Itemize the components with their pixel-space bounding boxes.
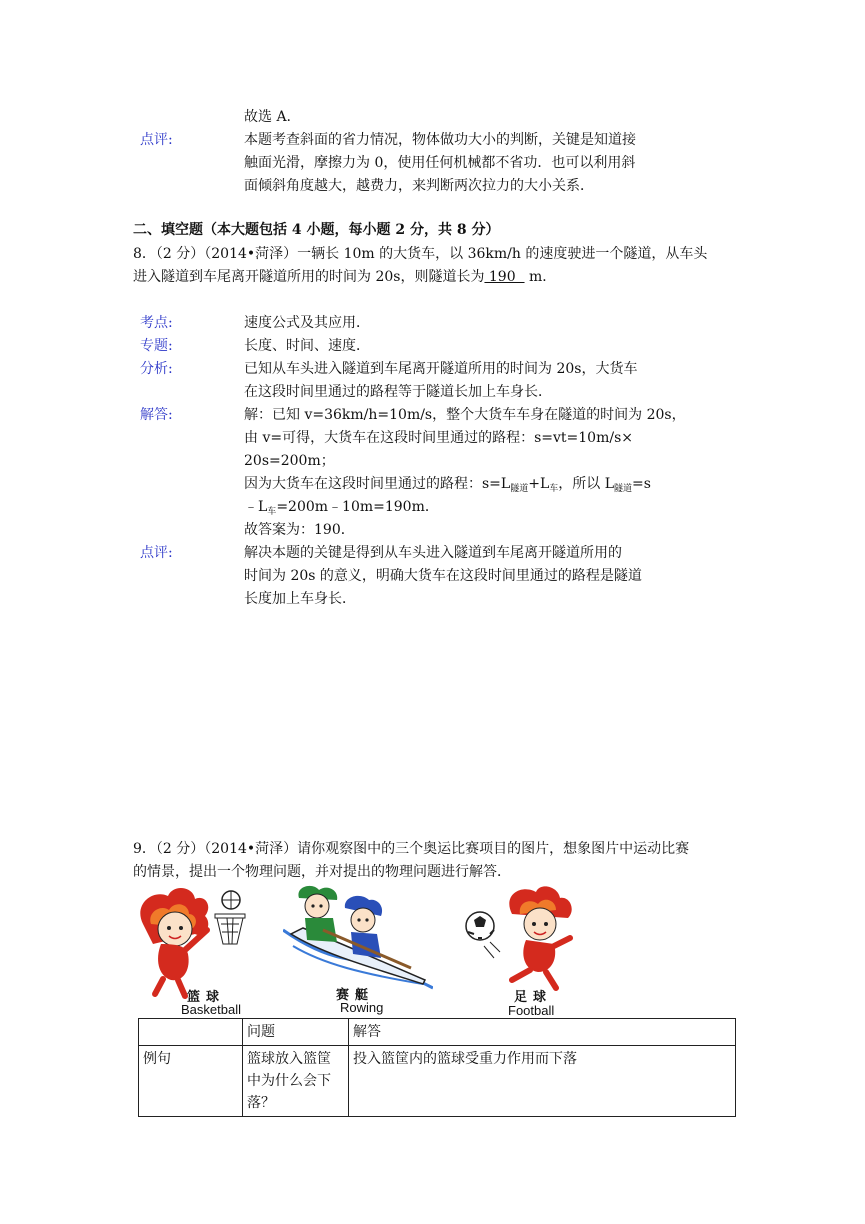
picture-caption-en: Rowing (340, 1000, 384, 1015)
subscript: 车 (549, 484, 559, 494)
football-icon (460, 884, 580, 994)
rowing-icon (283, 884, 433, 992)
jieda-text: 因为大货车在这段时间里通过的路程：s=L (244, 476, 511, 492)
dianping-line: 时间为 20s 的意义，明确大货车在这段时间里通过的路程是隧道 (244, 568, 642, 584)
q9-stem-line1: 9．（2 分）（2014•菏泽）请你观察图中的三个奥运比赛项目的图片，想象图片中运动比赛 (133, 841, 690, 857)
fenxi-label: 分析: (140, 361, 173, 377)
q8-stem-line2 (133, 266, 556, 289)
jieda-line (244, 496, 439, 521)
jieda-text: =200m﹣10m=190m． (276, 499, 439, 515)
q8-answer-blank: 190 (484, 269, 525, 285)
kaodian-text: 速度公式及其应用． (244, 315, 370, 331)
zhuanti-text: 长度、时间、速度． (244, 338, 370, 354)
picture-caption-en: Football (508, 1003, 555, 1018)
q7-comment-label: 点评: (140, 132, 173, 148)
table-row-answer: 投入篮筐内的篮球受重力作用而下落 (349, 1046, 736, 1117)
answer-table (138, 1018, 736, 1117)
dianping-line: 长度加上车身长． (244, 591, 356, 607)
jieda-line: 由 v=可得，大货车在这段时间里通过的路程：s=vt=10m/s× (244, 430, 633, 446)
picture-caption-cn: 赛艇 (336, 988, 375, 1003)
table-row-question: 篮球放入篮筐中为什么会下落？ (243, 1046, 349, 1117)
table-header: 问题 (243, 1019, 349, 1046)
table-header-row (139, 1019, 736, 1046)
dianping-label: 点评: (140, 545, 173, 561)
dianping-line: 解决本题的关键是得到从车头进入隧道到车尾离开隧道所用的 (244, 545, 622, 561)
jieda-line (244, 473, 651, 498)
jieda-text: ，所以 L (558, 476, 615, 492)
kaodian-label: 考点: (140, 315, 173, 331)
jieda-text: +L (528, 476, 550, 492)
q8-stem-unit: m． (524, 269, 557, 285)
picture-caption-cn: 篮球 (187, 990, 226, 1005)
fenxi-line: 已知从车头进入隧道到车尾离开隧道所用的时间为 20s，大货车 (244, 361, 638, 377)
zhuanti-label: 专题: (140, 338, 173, 354)
q9-stem-line2: 的情景，提出一个物理问题，并对提出的物理问题进行解答． (133, 864, 511, 880)
jieda-text: ﹣L (244, 499, 268, 515)
q8-stem-line1: 8．（2 分）（2014•菏泽）一辆长 10m 的大货车，以 36km/h 的速度驶进一个隧道，从车头 (133, 246, 708, 262)
fenxi-line: 在这段时间里通过的路程等于隧道长加上车身长． (244, 384, 552, 400)
section-heading: 二、填空题（本大题包括 4 小题，每小题 2 分，共 8 分） (133, 222, 500, 238)
picture-caption-cn: 足球 (514, 990, 553, 1005)
jieda-line: 20s=200m； (244, 453, 335, 469)
q7-conclusion: 故选 A. (244, 109, 292, 125)
q7-comment-line: 面倾斜角度越大，越费力，来判断两次拉力的大小关系． (244, 178, 594, 194)
table-header: 解答 (349, 1019, 736, 1046)
jieda-line: 解：已知 v=36km/h=10m/s，整个大货车车身在隧道的时间为 20s， (244, 407, 686, 423)
jieda-label: 解答: (140, 407, 173, 423)
subscript: 隧道 (510, 484, 529, 494)
jieda-text: =s (632, 476, 651, 492)
table-row-label: 例句 (139, 1046, 243, 1117)
jieda-final: 故答案为：190． (244, 522, 355, 538)
subscript: 车 (267, 507, 277, 517)
picture-caption-en: Basketball (181, 1002, 241, 1017)
q7-comment-line: 本题考查斜面的省力情况，物体做功大小的判断，关键是知道接 (244, 132, 636, 148)
table-header (139, 1019, 243, 1046)
subscript: 隧道 (614, 484, 633, 494)
q8-stem-text: 进入隧道到车尾离开隧道所用的时间为 20s，则隧道长为 (133, 269, 485, 285)
q7-comment-line: 触面光滑，摩擦力为 0，使用任何机械都不省功．也可以利用斜 (244, 155, 636, 171)
table-row (139, 1046, 736, 1117)
